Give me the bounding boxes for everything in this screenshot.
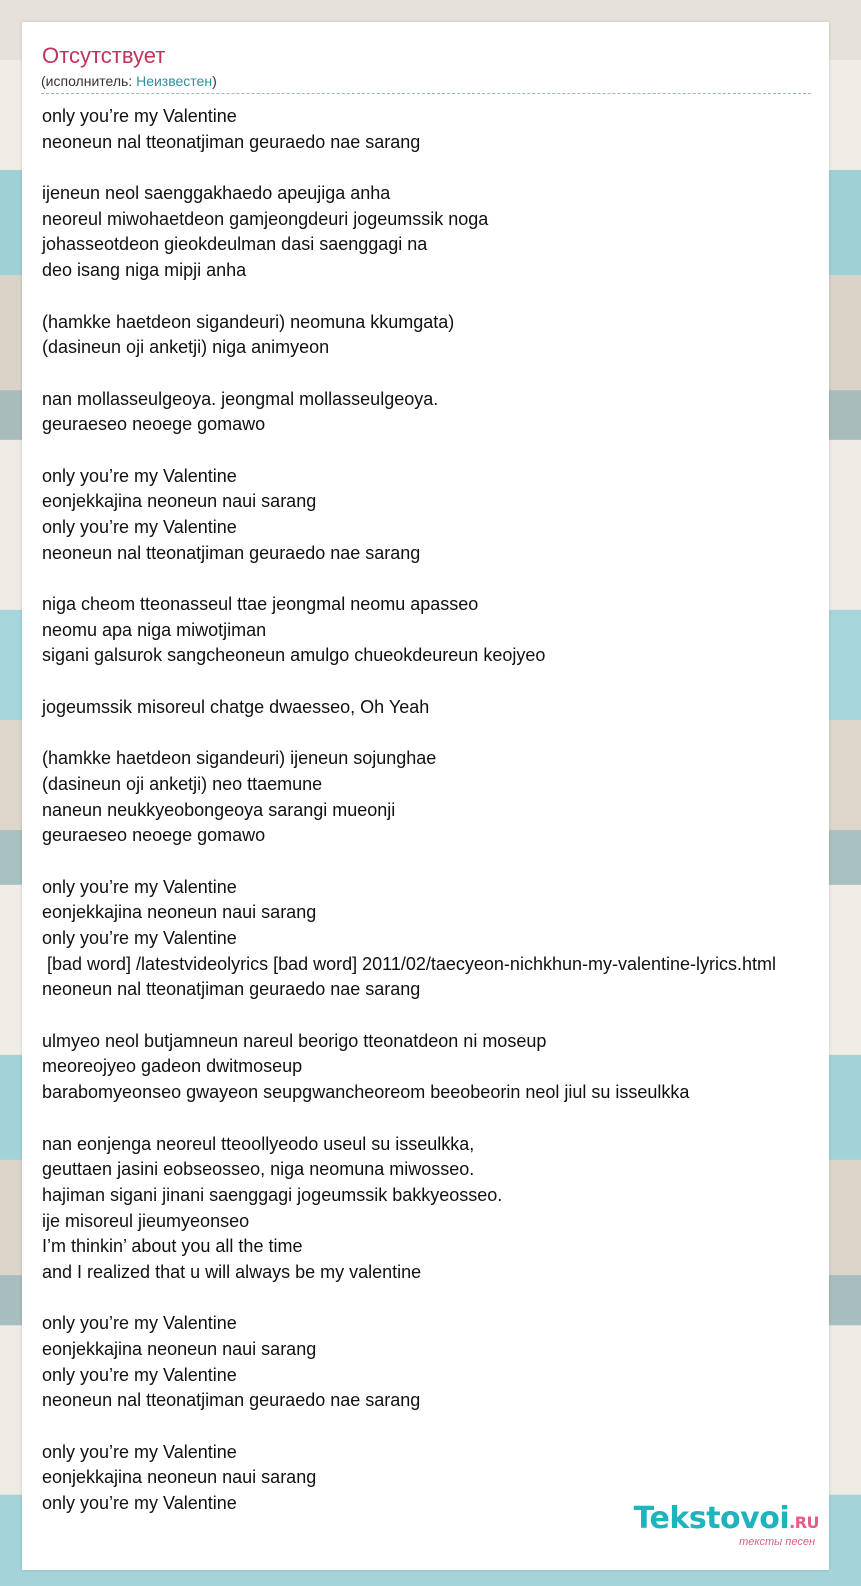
- lyrics-line: neomu apa niga miwotjiman: [42, 619, 267, 640]
- lyrics-line: jogeumssik misoreul chatge dwaesseo, Oh Yeah: [42, 696, 430, 717]
- lyrics-line: neoreul miwohaetdeon gamjeongdeuri jogeumssik noga: [42, 208, 489, 229]
- lyrics-line: only you’re my Valentine: [42, 876, 237, 897]
- lyrics-line: only you’re my Valentine: [42, 1364, 237, 1385]
- site-logo[interactable]: [634, 1503, 819, 1548]
- lyrics-line: only you’re my Valentine: [42, 1441, 237, 1462]
- lyrics-card: [22, 22, 829, 1570]
- artist-prefix: (исполнитель:: [41, 73, 137, 89]
- lyrics-line: geuttaen jasini eobseosseo, niga neomuna miwosseo.: [42, 1159, 475, 1180]
- lyrics-line: barabomyeonseo gwayeon seupgwancheoreom beeobeorin neol jiul su isseulkka: [42, 1082, 690, 1103]
- lyrics-blank-line: [42, 1414, 861, 1440]
- lyrics-line: eonjekkajina neoneun naui sarang: [42, 1339, 317, 1359]
- lyrics-line: (hamkke haetdeon sigandeuri) ijeneun sojunghae: [42, 748, 437, 769]
- lyrics-line: hajiman sigani jinani saenggagi jogeumssik bakkyeosseo.: [42, 1184, 503, 1205]
- logo-tagline: тексты песен: [739, 1536, 815, 1548]
- lyrics-blank-line: [42, 1106, 861, 1132]
- artist-line: [41, 72, 811, 94]
- lyrics-line: nan eonjenga neoreul tteoollyeodo useul su isseulkka,: [42, 1133, 475, 1154]
- lyrics-blank-line: [42, 361, 861, 387]
- lyrics-line: only you’re my Valentine: [42, 465, 237, 486]
- lyrics-line: naneun neukkyeobongeoya sarangi mueonji: [42, 799, 396, 820]
- lyrics-blank-line: [42, 849, 861, 875]
- lyrics-line: (hamkke haetdeon sigandeuri) neomuna kkumgata): [42, 311, 455, 332]
- lyrics-line: and I realized that u will always be my valentine: [42, 1261, 422, 1282]
- song-title: Отсутствует: [42, 43, 166, 68]
- lyrics-blank-line: [42, 1003, 861, 1029]
- logo-wordmark: [634, 1503, 819, 1539]
- lyrics-line: only you’re my Valentine: [42, 928, 237, 948]
- lyrics-line: neoneun nal tteonatjiman geuraedo nae sarang: [42, 1390, 421, 1411]
- lyrics-line: (dasineun oji anketji) niga animyeon: [42, 337, 330, 358]
- lyrics-blank-line: [42, 566, 861, 592]
- lyrics-blank-line: [42, 669, 861, 695]
- lyrics-line: geuraeseo neoege gomawo: [42, 825, 266, 846]
- lyrics-line: sigani galsurok sangcheoneun amulgo chueokdeureun keojyeo: [42, 645, 546, 666]
- logo-name: Tekstovoi: [633, 1501, 790, 1536]
- artist-link[interactable]: Неизвестен: [136, 73, 213, 89]
- lyrics-line: ije misoreul jieumyeonseo: [42, 1210, 250, 1231]
- lyrics-line: eonjekkajina neoneun naui sarang: [42, 1467, 317, 1488]
- lyrics-line: only you’re my Valentine: [42, 1493, 237, 1514]
- lyrics-line: neoneun nal tteonatjiman geuraedo nae sarang: [42, 131, 421, 152]
- logo-tld: .RU: [789, 1513, 819, 1532]
- lyrics-line: eonjekkajina neoneun naui sarang: [42, 902, 317, 923]
- lyrics-line: only you’re my Valentine: [42, 1313, 237, 1334]
- lyrics-line: meoreojyeo gadeon dwitmoseup: [42, 1056, 303, 1077]
- lyrics-line: eonjekkajina neoneun naui sarang: [42, 491, 317, 512]
- lyrics-line: only you’re my Valentine: [42, 517, 237, 537]
- lyrics-line: ijeneun neol saenggakhaedo apeujiga anha: [42, 183, 391, 204]
- lyrics-line: (dasineun oji anketji) neo ttaemune: [42, 773, 323, 794]
- lyrics-line: [bad word] /latestvideolyrics [bad word] 2011/02/taecyeon-nichkhun-my-valentine-lyrics.html: [42, 953, 777, 974]
- lyrics-blank-line: [42, 1286, 861, 1312]
- lyrics-blank-line: [42, 438, 861, 464]
- lyrics-line: I’m thinkin’ about you all the time: [42, 1236, 303, 1257]
- lyrics-blank-line: [42, 155, 861, 181]
- lyrics-blank-line: [42, 721, 861, 747]
- lyrics-line: only you’re my Valentine: [42, 106, 237, 126]
- lyrics-blank-line: [42, 284, 861, 310]
- lyrics-line: nan mollasseulgeoya. jeongmal mollasseulgeoya.: [42, 388, 439, 409]
- lyrics-line: neoneun nal tteonatjiman geuraedo nae sarang: [42, 979, 421, 1000]
- lyrics-line: niga cheom tteonasseul ttae jeongmal neomu apasseo: [42, 594, 479, 615]
- lyrics-line: geuraeseo neoege gomawo: [42, 414, 266, 435]
- artist-suffix: ): [212, 73, 217, 89]
- lyrics-line: ulmyeo neol butjamneun nareul beorigo tteonatdeon ni moseup: [42, 1030, 547, 1051]
- lyrics-line: deo isang niga mipji anha: [42, 260, 247, 281]
- lyrics-body: [42, 104, 861, 1517]
- lyrics-line: johasseotdeon gieokdeulman dasi saenggagi na: [42, 234, 428, 255]
- lyrics-line: neoneun nal tteonatjiman geuraedo nae sarang: [42, 542, 421, 563]
